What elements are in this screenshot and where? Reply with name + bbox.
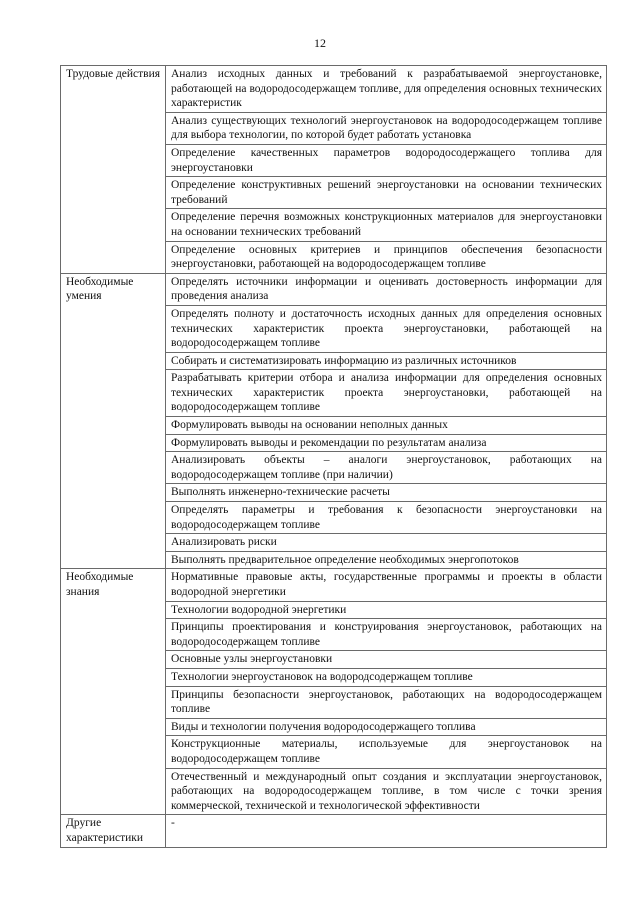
section-item: Определение перечня возможных конструкционных материалов для энергоустановки на основании технических требований [166, 209, 607, 241]
table-row [61, 569, 607, 601]
section-item: Определять источники информации и оценивать достоверность информации для проведения анализа [166, 273, 607, 305]
section-item: Выполнять инженерно-технические расчеты [166, 484, 607, 502]
section-item: Формулировать выводы на основании неполных данных [166, 417, 607, 435]
section-title: Другие характеристики [61, 815, 166, 847]
section-item: Выполнять предварительное определение необходимых энергопотоков [166, 551, 607, 569]
section-item: Основные узлы энергоустановки [166, 651, 607, 669]
section-item: Принципы безопасности энергоустановок, работающих на водородосодержащем топливе [166, 686, 607, 718]
section-item: Разрабатывать критерии отбора и анализа информации для определения основных технических характеристик проекта энергоустановки, работающей на водородосодержащем топливе [166, 370, 607, 417]
section-item: Анализировать риски [166, 534, 607, 552]
section-item: Принципы проектирования и конструирования энергоустановок, работающих на водородосодержащем топливе [166, 619, 607, 651]
section-item: Определение основных критериев и принципов обеспечения безопасности энергоустановки, работающей на водородосодержащем топливе [166, 241, 607, 273]
section-item: - [166, 815, 607, 847]
table-row [61, 815, 607, 847]
section-item: Конструкционные материалы, используемые для энергоустановок на водородосодержащем топливе [166, 736, 607, 768]
section-item: Определение качественных параметров водородосодержащего топлива для энергоустановки [166, 144, 607, 176]
page-number: 12 [314, 36, 326, 50]
section-item: Определять полноту и достаточность исходных данных для определения основных технических характеристик проекта энергоустановки, работающей на водородосодержащем топливе [166, 305, 607, 352]
section-item: Анализировать объекты – аналоги энергоустановок, работающих на водородосодержащем топливе (при наличии) [166, 452, 607, 484]
section-item: Анализ существующих технологий энергоустановок на водородосодержащем топливе для выбора технологии, по которой будет работать установка [166, 112, 607, 144]
section-item: Нормативные правовые акты, государственные программы и проекты в области водородной энергетики [166, 569, 607, 601]
section-title: Необходимые знания [61, 569, 166, 815]
section-item: Отечественный и международный опыт создания и эксплуатации энергоустановок, работающих на водородосодержащем топливе, в том числе с точки зрения коммерческой, технической и технологической эффективности [166, 768, 607, 815]
section-item: Определение конструктивных решений энергоустановки на основании технических требований [166, 177, 607, 209]
section-item: Виды и технологии получения водородосодержащего топлива [166, 718, 607, 736]
section-item: Определять параметры и требования к безопасности энергоустановки на водородосодержащем топливе [166, 502, 607, 534]
qualification-table [60, 65, 607, 848]
section-item: Технологии энергоустановок на водородсодержащем топливе [166, 668, 607, 686]
section-title: Трудовые действия [61, 66, 166, 274]
section-item: Технологии водородной энергетики [166, 601, 607, 619]
section-item: Формулировать выводы и рекомендации по результатам анализа [166, 434, 607, 452]
section-title: Необходимые умения [61, 273, 166, 569]
section-item: Анализ исходных данных и требований к разрабатываемой энергоустановке, работающей на водородосодержащем топливе, для определения основных технических характеристик [166, 66, 607, 113]
table-row [61, 66, 607, 113]
section-item: Собирать и систематизировать информацию из различных источников [166, 352, 607, 370]
table-row [61, 273, 607, 305]
